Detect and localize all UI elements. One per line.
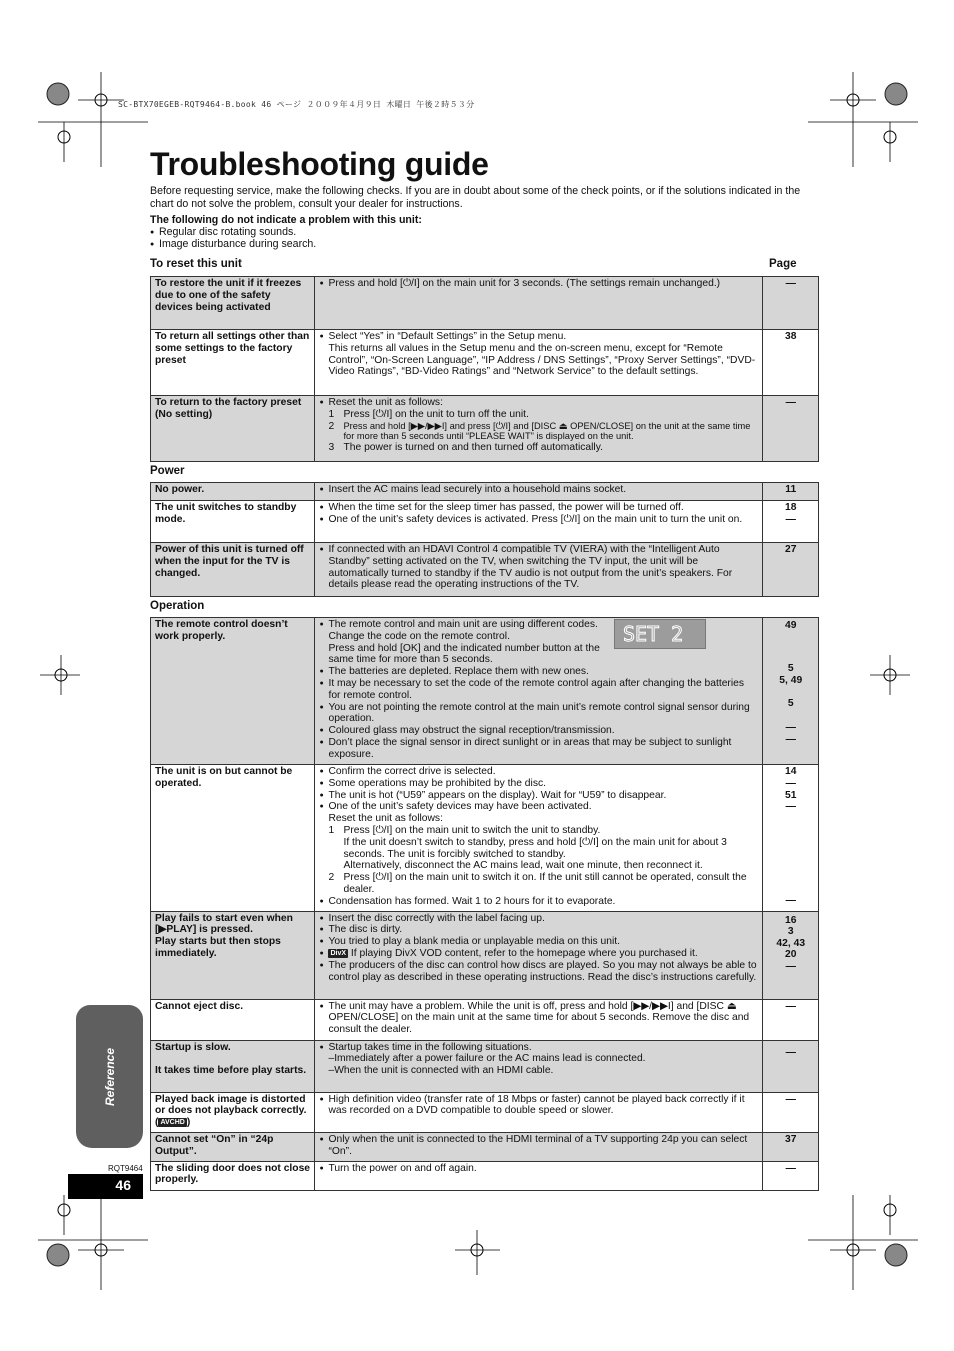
table-row <box>151 999 819 1040</box>
problem-cell: Played back image is distorted or does not playback correctly. ( AVCHD ) <box>151 1092 315 1132</box>
intro-text: Before requesting service, make the following checks. If you are in doubt about some of the check points, or if the solutions indicated in the chart do not solve the problem, consult your dealer for instructions. <box>150 185 801 210</box>
registration-mark-top-right <box>808 72 918 167</box>
page-cell: — <box>763 1040 819 1092</box>
registration-mark-bottom-left <box>38 1195 148 1290</box>
solution-cell: ● If connected with an HDAVI Control 4 compatible TV (VIERA) with the “Intelligent Auto Standby” setting activated on the TV, when switching the TV input, the unit will be automatically turned to standby if the TV audio is not output from the unit’s speakers. For details please read the operating instructions of the TV. <box>315 543 763 597</box>
solution-cell: SET 2 ● The remote control and main unit are using different codes. Change the code on the remote control. Press and hold [OK] and the indicated number button at the same time for more than 5 seconds. ● The batteries are depleted. Replace them with new ones. ● It may be necessary to set the code of the remote control again after changing the batteries for remote control. ● You are not pointing the remote control at the main unit’s remote control signal sensor during operation. ● Coloured glass may obstruct the signal reception/transmission. ● Don’t place the signal sensor in direct sunlight or in areas that may be subject to sunlight exposure. <box>315 618 763 765</box>
problem-cell: The unit is on but cannot be operated. <box>151 765 315 912</box>
page-cell: — <box>763 999 819 1040</box>
page-cell: — <box>763 1161 819 1190</box>
table-row <box>151 277 819 330</box>
intro <box>150 185 820 250</box>
table-row <box>151 501 819 543</box>
problem-cell: To return all settings other than some settings to the factory preset <box>151 330 315 396</box>
registration-mark-left-mid <box>40 655 80 695</box>
registration-mark-bottom-right <box>808 1195 918 1290</box>
problem-cell: The remote control doesn’t work properly. <box>151 618 315 765</box>
page-cell: — <box>763 396 819 462</box>
solution-cell: ● Turn the power on and off again. <box>315 1161 763 1190</box>
page-cell: — <box>763 1092 819 1132</box>
page-cell: 14 — 51 — — <box>763 765 819 912</box>
operation-table <box>150 617 819 1191</box>
page-title: Troubleshooting guide <box>150 146 489 182</box>
page-cell: 16 3 42, 43 20 — <box>763 911 819 999</box>
problem-cell: Play fails to start even when [▶PLAY] is pressed. Play starts but then stops immediately. <box>151 911 315 999</box>
table-row <box>151 1040 819 1092</box>
reset-table <box>150 276 819 462</box>
problem-cell: To return to the factory preset (No setting) <box>151 396 315 462</box>
solution-cell: ● Confirm the correct drive is selected. ● Some operations may be prohibited by the disc. ● The unit is hot (“U59” appears on the display). Wait for “U59” to disappear. ● One of the unit’s safety devices may have been activated. Reset the unit as follows: 1 Press [⏻/I] on the main unit to switch the unit to standby. If the unit doesn’t switch to standby, press and hold [⏻/I] on the main unit for about 3 seconds. The unit is forcibly switched to standby. Alternatively, disconnect the AC mains lead, wait one minute, then reconnect it. 2 Press [⏻/I] on the main unit to switch it on. If the unit still cannot be operated, consult the dealer. ● Condensation has formed. Wait 1 to 2 hours for it to evaporate. <box>315 765 763 912</box>
section-title-operation: Operation <box>150 600 205 612</box>
solution-cell: ● The unit may have a problem. While the unit is off, press and hold [▶▶/▶▶I] and [DISC ⏏ OPEN/CLOSE] on the main unit at the same time for about 5 seconds. Remove the disc and consult the dealer. <box>315 999 763 1040</box>
page-cell: 38 <box>763 330 819 396</box>
problem-cell: Power of this unit is turned off when the input for the TV is changed. <box>151 543 315 597</box>
page-cell: 37 <box>763 1132 819 1161</box>
problem-cell: Startup is slow. It takes time before play starts. <box>151 1040 315 1092</box>
table-row <box>151 330 819 396</box>
table-row <box>151 396 819 462</box>
solution-cell: ● Insert the AC mains lead securely into a household mains socket. <box>315 483 763 501</box>
problem-cell: Cannot set “On” in “24p Output”. <box>151 1132 315 1161</box>
problem-cell: The unit switches to standby mode. <box>151 501 315 543</box>
problem-cell: No power. <box>151 483 315 501</box>
table-row <box>151 1161 819 1190</box>
solution-cell: ● Insert the disc correctly with the label facing up. ● The disc is dirty. ● You tried to play a blank media or unplayable media on this unit. ● DivX If playing DivX VOD content, refer to the homepage where you purchased it. ● The producers of the disc can control how discs are played. So you may not always be able to control play as described in these operating instructions. Read the disc’s instructions carefully. <box>315 911 763 999</box>
table-row <box>151 911 819 999</box>
page-cell: 49 5 5, 49 5 — — <box>763 618 819 765</box>
solution-cell: ● Press and hold [⏻/I] on the main unit for 3 seconds. (The settings remain unchanged.) <box>315 277 763 330</box>
avchd-badge: AVCHD <box>160 1118 185 1126</box>
not-problem-item: ● Image disturbance during search. <box>150 239 820 251</box>
power-table <box>150 482 819 597</box>
table-row <box>151 1132 819 1161</box>
not-problem-item: ● Regular disc rotating sounds. <box>150 227 820 239</box>
document-code: RQT9464 <box>108 1164 143 1173</box>
table-row <box>151 483 819 501</box>
table-row <box>151 1092 819 1132</box>
section-title-reset: To reset this unit <box>150 258 242 270</box>
page-cell: 18 — <box>763 501 819 543</box>
page-column-title: Page <box>769 258 797 270</box>
page-number: 46 <box>68 1174 143 1199</box>
not-problem-heading: The following do not indicate a problem with this unit: <box>150 214 422 226</box>
solution-cell: ● Startup takes time in the following situations. –Immediately after a power failure or the AC mains lead is connected. –When the unit is connected with an HDMI cable. <box>315 1040 763 1092</box>
problem-cell: Cannot eject disc. <box>151 999 315 1040</box>
registration-mark-top-left <box>38 72 148 167</box>
problem-cell: The sliding door does not close properly. <box>151 1161 315 1190</box>
page-cell: 27 <box>763 543 819 597</box>
section-title-power: Power <box>150 465 185 477</box>
solution-cell: ● Only when the unit is connected to the HDMI terminal of a TV supporting 24p you can select “On”. <box>315 1132 763 1161</box>
page-cell: 11 <box>763 483 819 501</box>
solution-cell: ● High definition video (transfer rate of 18 Mbps or faster) cannot be played back correctly if it was recorded on a DVD compatible to double speed or slower. <box>315 1092 763 1132</box>
reference-side-tab: Reference <box>76 1005 143 1148</box>
divx-badge: DivX <box>330 949 347 957</box>
lcd-text: SET 2 <box>623 622 684 646</box>
solution-cell: ● Reset the unit as follows: 1 Press [⏻/I] on the unit to turn off the unit. 2 Press and hold [▶▶/▶▶I] and press [⏻/I] and [DISC ⏏ OPEN/CLOSE] on the unit at the same time for more than 5 seconds until “PLEASE WAIT” is displayed on the unit. 3 The power is turned on and then turned off automatically. <box>315 396 763 462</box>
table-row <box>151 618 819 765</box>
registration-mark-bottom-center <box>455 1230 500 1275</box>
solution-cell: ● When the time set for the sleep timer has passed, the power will be turned off. ● One of the unit’s safety devices is activated. Press [⏻/I] on the main unit to turn the unit on. <box>315 501 763 543</box>
solution-cell: ● Select “Yes” in “Default Settings” in the Setup menu. This returns all values in the Setup menu and the on-screen menu, except for “Remote Control”, “On-Screen Language”, “IP Address / DNS Settings”, “Proxy Server Settings”, “DVD-Video Ratings”, “BD-Video Ratings” and “Network Service” to the default settings. <box>315 330 763 396</box>
print-header: SC-BTX70EGEB-RQT9464-B.book 46 ページ ２００９年４月９日 木曜日 午後２時５３分 <box>118 100 475 109</box>
registration-mark-right-mid <box>870 655 910 695</box>
table-row <box>151 765 819 912</box>
page-cell: — <box>763 277 819 330</box>
problem-cell: To restore the unit if it freezes due to one of the safety devices being activated <box>151 277 315 330</box>
table-row <box>151 543 819 597</box>
